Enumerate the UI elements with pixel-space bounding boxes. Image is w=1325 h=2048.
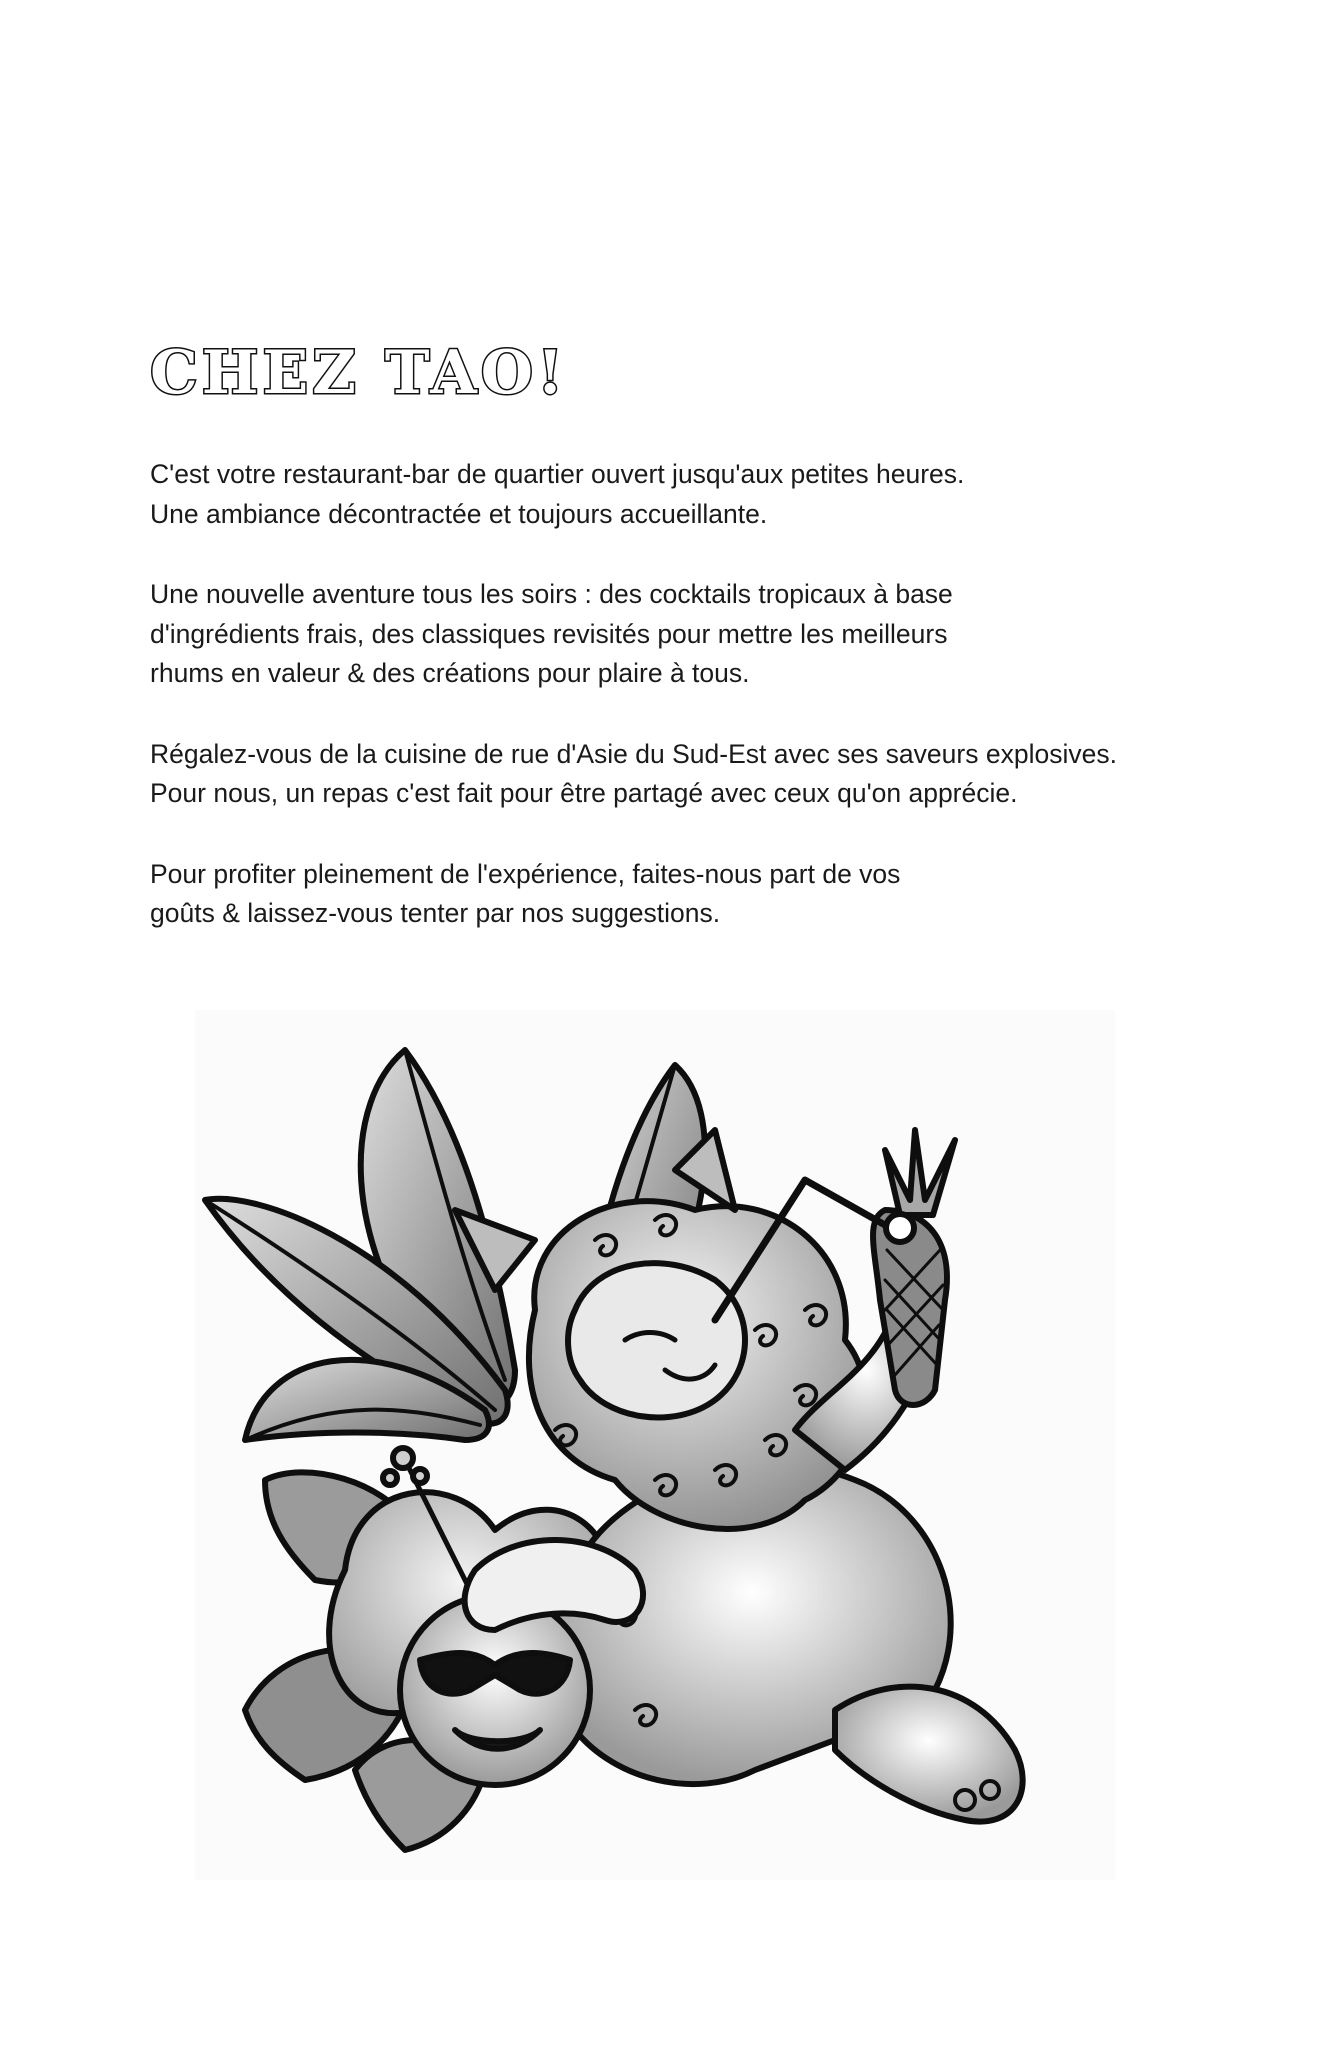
paragraph-cocktails <box>150 575 1210 694</box>
text-line: Une ambiance décontractée et toujours accueillante. <box>150 498 768 529</box>
text-line: rhums en valeur & des créations pour plaire à tous. <box>150 658 750 688</box>
page-title: CHEZ TAO! <box>150 338 568 408</box>
text-line: Pour profiter pleinement de l'expérience, faites-nous part de vos <box>150 858 901 889</box>
paragraph-experience <box>150 855 1210 934</box>
paragraph-intro <box>150 455 1210 534</box>
text-line: Une nouvelle aventure tous les soirs : des cocktails tropicaux à base <box>150 579 953 609</box>
intro-text <box>150 455 1210 975</box>
text-line: d'ingrédients frais, des classiques revisités pour mettre les meilleurs <box>150 618 948 649</box>
lion-mascot-with-cocktail-icon <box>195 1010 1115 1880</box>
text-line: Régalez-vous de la cuisine de rue d'Asie du Sud-Est avec ses saveurs explosives. <box>150 738 1117 769</box>
text-line: C'est votre restaurant-bar de quartier ouvert jusqu'aux petites heures. <box>150 459 965 489</box>
paragraph-cuisine <box>150 735 1210 814</box>
text-line: goûts & laissez-vous tenter par nos suggestions. <box>150 898 721 928</box>
text-line: Pour nous, un repas c'est fait pour être partagé avec ceux qu'on apprécie. <box>150 778 1018 808</box>
